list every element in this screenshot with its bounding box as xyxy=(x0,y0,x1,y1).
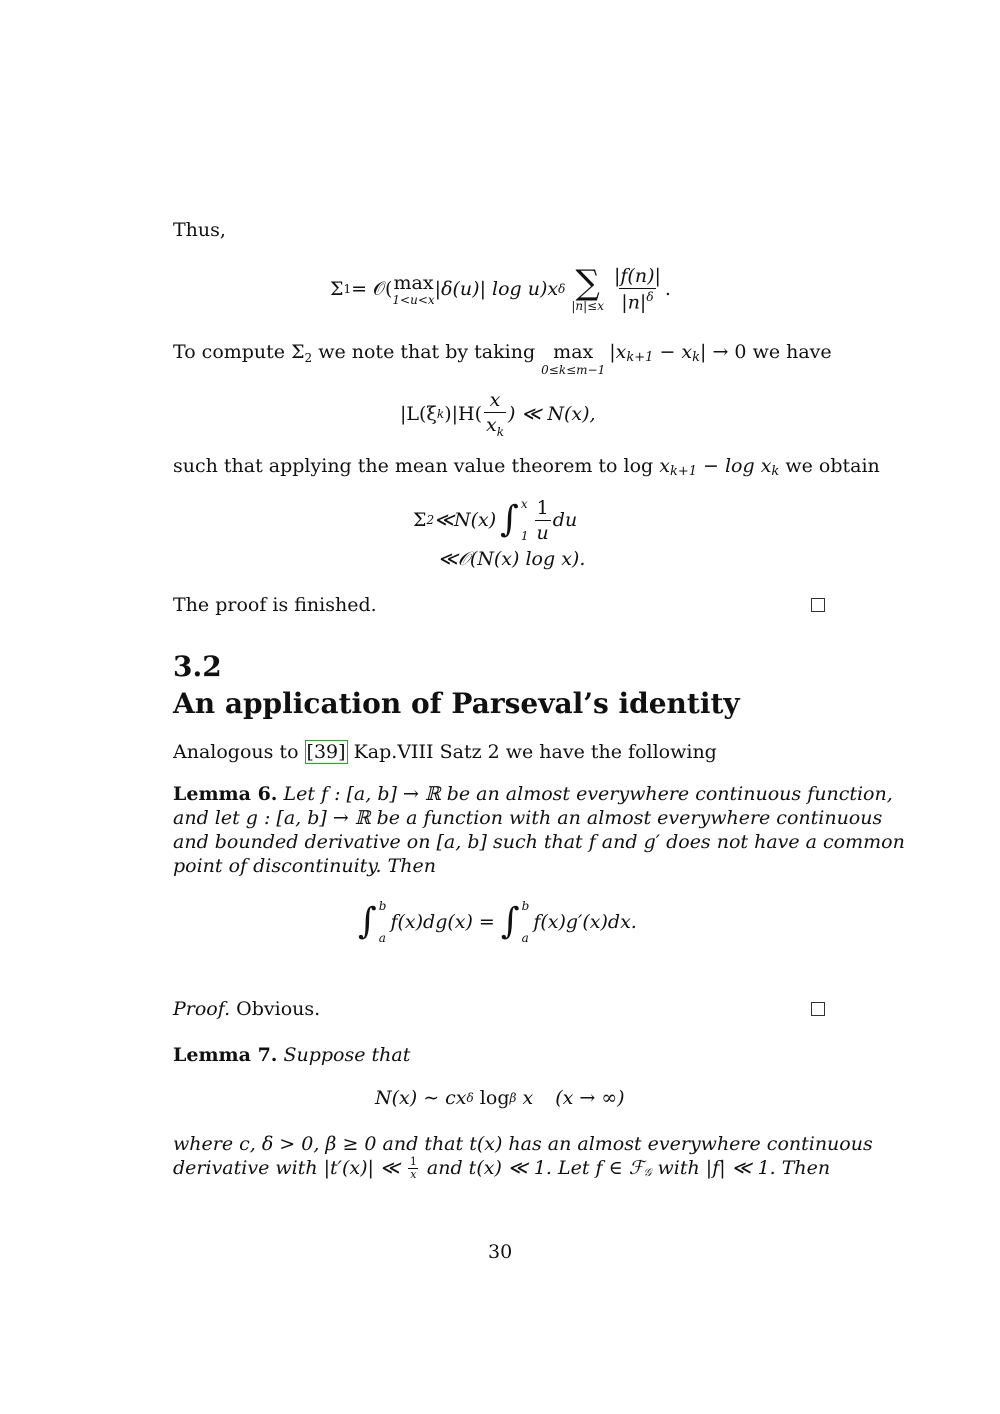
lxi-numerator: x xyxy=(489,389,501,412)
frac-1x-num: 1 xyxy=(409,1154,417,1168)
lemma7-line3-a: derivative with |t′(x)| ≪ xyxy=(173,1157,406,1179)
sigma1-sum-under: |n|≤x xyxy=(571,299,604,313)
inline-sub1: k+1 xyxy=(626,350,654,365)
lemma6-line4: point of discontinuity. Then xyxy=(173,855,436,877)
l7-log: log xyxy=(473,1087,510,1109)
lxi-denominator xyxy=(484,412,506,439)
l6-integral-right: ∫ xyxy=(500,901,520,942)
lxi-den-sub: k xyxy=(496,424,504,439)
compute-sub: 2 xyxy=(304,351,313,365)
inline-minus: − x xyxy=(653,341,693,363)
s2-denominator: u xyxy=(536,521,549,544)
lemma6-line2: and let g : [a, b] → ℝ be a function with an almost everywhere continuous xyxy=(173,807,883,829)
sigma1-sum: ∑ xyxy=(575,263,600,303)
compute-suffix: we have xyxy=(746,341,832,363)
qed-symbol-2 xyxy=(811,1002,825,1016)
sigma1-max: max xyxy=(393,272,434,294)
l6-upper-left: b xyxy=(378,899,387,913)
mvt-expr-b: − log x xyxy=(696,455,772,477)
mvt-suffix: we obtain xyxy=(779,455,880,477)
l7-sup2: β xyxy=(509,1091,517,1105)
inline-max-operator xyxy=(541,340,605,376)
section-number: 3.2 xyxy=(173,650,222,683)
equation-sigma1 xyxy=(330,258,671,320)
lxi-a: |L(ξ xyxy=(400,403,437,425)
analogous-suffix: Kap.VIII Satz 2 we have the following xyxy=(347,741,717,763)
inline-sub2: k xyxy=(692,350,701,365)
lxi-b: )|H( xyxy=(444,403,482,425)
s2-rel: ≪N(x) xyxy=(434,509,497,531)
s2-integral: ∫ xyxy=(500,499,519,540)
lxi-c: ) ≪ N(x), xyxy=(507,403,596,425)
fg-symbol: ℱ xyxy=(628,1157,644,1179)
inline-max-under: 0≤k≤m−1 xyxy=(541,363,606,377)
s2-limits xyxy=(521,497,529,543)
l6-lower-right: a xyxy=(521,931,529,945)
sigma1-end: . xyxy=(664,278,671,300)
citation-link[interactable]: [39] xyxy=(306,741,346,763)
frac-1-over-x xyxy=(408,1154,419,1181)
mvt-expr-a: x xyxy=(659,455,670,477)
sigma1-eq: = 𝒪( xyxy=(351,278,393,300)
sigma1-lhs: Σ xyxy=(330,278,344,300)
compute-mid: we note that by taking xyxy=(312,341,542,363)
analogous-prefix: Analogous to xyxy=(173,741,305,763)
l6-upper-right: b xyxy=(521,899,530,913)
equation-lemma6 xyxy=(358,894,637,950)
lemma6-line1-text: Let f : [a, b] → ℝ be an almost everywhere continuous function, xyxy=(277,783,893,805)
l7-expr: N(x) ∼ cx xyxy=(375,1087,467,1109)
sigma1-fraction xyxy=(612,265,663,313)
lemma6-line1 xyxy=(173,782,893,806)
l6-left: f(x)dg(x) = xyxy=(390,911,501,933)
l6-integral-left: ∫ xyxy=(358,901,377,942)
lemma7-line3-b: and t(x) ≪ 1. Let f ∈ xyxy=(420,1157,629,1179)
s2-du: du xyxy=(552,509,578,531)
lxi-fraction xyxy=(484,389,506,439)
proof-label: Proof. xyxy=(173,998,231,1020)
lemma7-line1 xyxy=(173,1043,410,1067)
lemma7-label: Lemma 7. xyxy=(173,1044,278,1066)
lemma7-text: Suppose that xyxy=(277,1044,411,1066)
equation-sigma2-line2: ≪𝒪(N(x) log x). xyxy=(438,548,586,570)
sigma1-lhs-sub: 1 xyxy=(343,282,352,296)
lxi-sub: k xyxy=(436,407,445,421)
l6-limits-left xyxy=(379,899,387,945)
frac-1x-den: x xyxy=(410,1167,417,1181)
s2-lhs-sub: 2 xyxy=(426,513,435,527)
lemma7-line3 xyxy=(173,1156,830,1180)
l6-right: f(x)g′(x)dx. xyxy=(533,911,637,933)
compute-prefix: To compute Σ xyxy=(173,341,305,363)
s2-numerator: 1 xyxy=(536,496,549,519)
equation-lxi xyxy=(400,388,596,440)
l7-sup1: δ xyxy=(466,1091,474,1105)
fg-sub: 𝒢 xyxy=(643,1166,652,1179)
mvt-prefix: such that applying the mean value theorem to log xyxy=(173,455,660,477)
paragraph-compute-sigma2 xyxy=(173,340,832,376)
lemma6-line3: and bounded derivative on [a, b] such that f and g′ does not have a common xyxy=(173,831,905,853)
inline-rest: |x xyxy=(609,341,627,363)
paragraph-mean-value xyxy=(173,454,880,478)
proof-text: Obvious. xyxy=(230,998,321,1020)
sigma1-body: |δ(u)| log u)x xyxy=(434,278,559,300)
sigma1-sum-operator xyxy=(571,263,604,313)
sigma1-denominator xyxy=(619,288,655,313)
mvt-expr-sub2: k xyxy=(771,464,780,479)
s2-fraction xyxy=(535,497,551,544)
qed-symbol xyxy=(811,598,825,612)
s2-upper: x xyxy=(520,497,528,511)
paragraph-analogous xyxy=(173,740,717,764)
mvt-expr-sub1: k+1 xyxy=(669,464,697,479)
l7-x: x xyxy=(516,1087,534,1109)
lemma6-label: Lemma 6. xyxy=(173,783,278,805)
sigma1-body-sup: δ xyxy=(558,282,566,296)
equation-lemma7 xyxy=(375,1084,625,1112)
sigma1-numerator: |f(n)| xyxy=(613,264,661,287)
sigma1-den-sup: δ xyxy=(646,289,654,304)
lemma7-line3-c: with |f| ≪ 1. Then xyxy=(651,1157,831,1179)
page-number: 30 xyxy=(488,1241,513,1263)
l6-lower-left: a xyxy=(378,931,386,945)
sigma1-max-under: 1<u<x xyxy=(392,293,435,307)
l7-cond: (x → ∞) xyxy=(555,1087,625,1109)
paragraph-thus: Thus, xyxy=(173,219,226,241)
sigma1-max-operator xyxy=(392,272,434,306)
s2-lhs: Σ xyxy=(413,509,427,531)
section-title: An application of Parseval’s identity xyxy=(173,687,740,720)
s2-lower: 1 xyxy=(520,529,529,543)
paragraph-proof-obvious xyxy=(173,997,320,1021)
inline-max: max xyxy=(553,341,594,363)
l6-limits-right xyxy=(522,899,530,945)
equation-sigma2-line1 xyxy=(413,494,577,546)
sigma1-den-text: |n| xyxy=(621,291,647,314)
inline-end: | → 0 xyxy=(700,341,747,363)
lxi-den-text: x xyxy=(485,414,497,437)
paragraph-proof-finished: The proof is finished. xyxy=(173,594,377,616)
lemma7-line2: where c, δ > 0, β ≥ 0 and that t(x) has an almost everywhere continuous xyxy=(173,1133,873,1155)
